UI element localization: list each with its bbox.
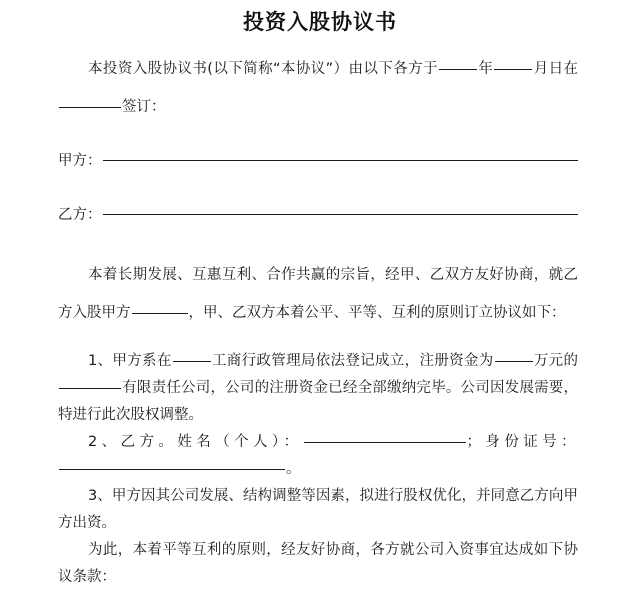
party-a-label: 甲方：: [58, 153, 102, 169]
preamble-text-c: 日在: [548, 61, 579, 77]
clause-2-text-a: 乙方。姓名（个人）：: [120, 434, 303, 450]
page-title: 投资入股协议书: [243, 10, 397, 34]
party-a-row: [58, 142, 578, 180]
preamble-text-b: ）由以下各方于: [333, 61, 438, 77]
clause-1-text-c: 万元的: [533, 353, 579, 369]
blank-month[interactable]: [494, 69, 532, 70]
unit-month: 月: [533, 61, 549, 77]
blank-personal-name[interactable]: [304, 442, 466, 443]
recital-text-a: 本着长期发展、互惠互利、合作共赢的宗旨，经甲、乙双方友好协商，就乙方入股甲方: [58, 267, 578, 321]
clause-2-text-b: ；身份证号：: [466, 434, 578, 450]
clause-1-text-a: 甲方系在: [112, 353, 172, 369]
blank-shareholding[interactable]: [132, 313, 188, 314]
preamble-text-a: 本投资入股协议书(以下简称: [88, 61, 273, 77]
blank-company-name[interactable]: [59, 388, 121, 389]
blank-registry-authority[interactable]: [173, 361, 211, 362]
clause-1-text-b: 工商行政管理局依法登记成立，注册资金为: [211, 353, 494, 369]
clause-3: [58, 483, 578, 537]
clause-3-number: 3、: [88, 488, 112, 504]
party-a-fill-line[interactable]: [103, 160, 579, 161]
spacer: [58, 234, 578, 256]
clause-3-text: 甲方因其公司发展、结构调整等因素，拟进行股权优化，并同意乙方向甲方出资。: [58, 488, 579, 531]
preamble-quote: “本协议”: [273, 61, 334, 77]
preamble-paragraph: [58, 50, 578, 126]
preamble-text-d: 签订：: [122, 99, 166, 115]
party-b-row: [58, 196, 578, 234]
clause-2-number: 2、: [88, 434, 121, 450]
clause-2-text-c: 。: [286, 461, 303, 477]
document-body: [58, 50, 578, 591]
blank-registered-capital[interactable]: [495, 361, 533, 362]
clause-1-text-d: 有限责任公司，公司的注册资金已经全部缴纳完毕。公司因发展需要，特进行此次股权调整。: [58, 380, 578, 423]
clause-1: [58, 348, 578, 429]
unit-year: 年: [477, 61, 494, 77]
spacer: [58, 332, 578, 348]
clause-2: [58, 429, 578, 483]
spacer: [58, 126, 578, 142]
recital-text-b: ，甲、乙双方本着公平、平等、互利的原则订立协议如下：: [188, 305, 566, 321]
recital-paragraph: [58, 256, 578, 332]
spacer: [58, 180, 578, 196]
party-b-label: 乙方：: [58, 207, 102, 223]
blank-year[interactable]: [439, 69, 477, 70]
blank-place[interactable]: [59, 107, 121, 108]
party-b-fill-line[interactable]: [103, 214, 579, 215]
clause-1-number: 1、: [88, 353, 113, 369]
blank-id-number[interactable]: [59, 469, 285, 470]
closing-paragraph: 为此，本着平等互利的原则，经友好协商，各方就公司入资事宜达成如下协议条款：: [58, 542, 578, 585]
